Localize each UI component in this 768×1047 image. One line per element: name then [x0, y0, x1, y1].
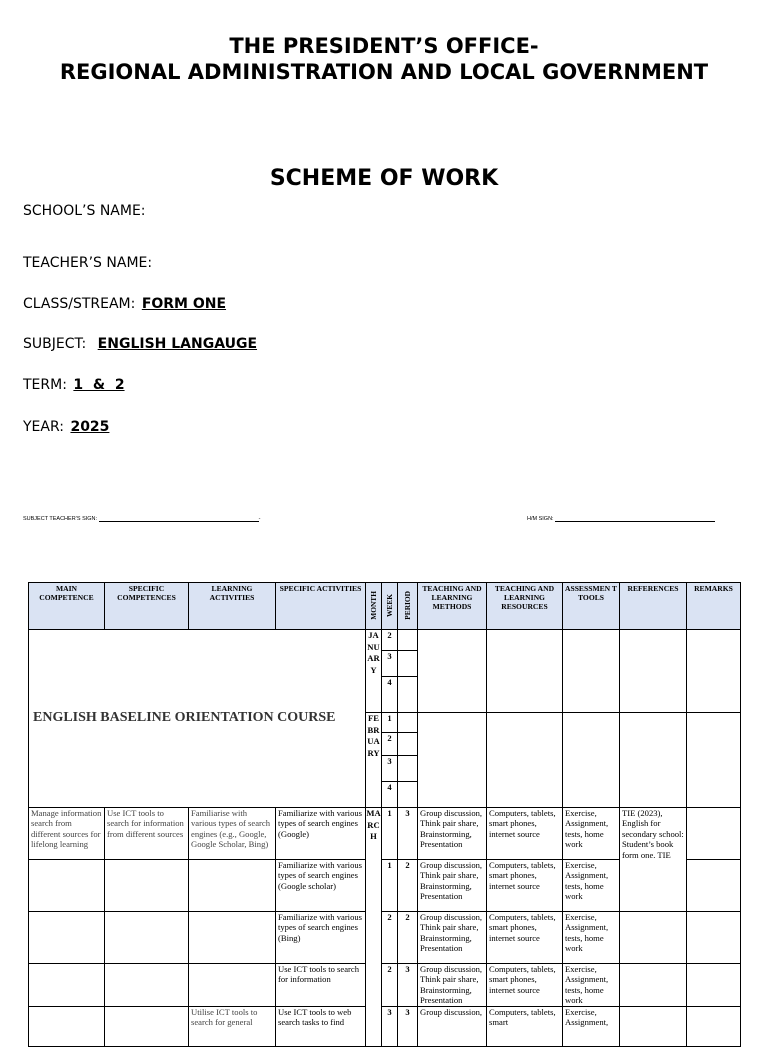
header-month	[366, 583, 382, 630]
week-cell: 2	[382, 733, 398, 756]
resources-cell: Computers, tablets, smart phones, internet source	[487, 912, 563, 964]
subject-field	[23, 336, 257, 352]
specific-activity-cell: Familiarize with various types of search engines (Bing)	[276, 912, 366, 964]
period-cell: 3	[398, 1006, 418, 1046]
header-period	[398, 583, 418, 630]
specific-activity-cell: Familiarize with various types of search engines (Google scholar)	[276, 860, 366, 912]
references-cell	[620, 1006, 687, 1046]
resources-cell: Computers, tablets, smart	[487, 1006, 563, 1046]
month-march: MARCH	[366, 808, 382, 1047]
methods-cell: Group discussion,	[418, 1006, 487, 1046]
term-value: 1 & 2	[73, 377, 125, 393]
assessment-cell	[563, 713, 620, 808]
week-cell: 4	[382, 782, 398, 808]
main-competence-cell	[29, 860, 105, 912]
assessment-cell: Exercise, Assignment, tests, home work	[563, 860, 620, 912]
hm-sign-blank	[555, 521, 715, 522]
table-row	[29, 912, 741, 964]
week-cell: 1	[382, 808, 398, 860]
remarks-cell	[687, 808, 741, 860]
resources-cell: Computers, tablets, smart phones, internet source	[487, 860, 563, 912]
month-january: JANUARY	[366, 630, 382, 713]
main-competence-cell	[29, 912, 105, 964]
remarks-cell	[687, 630, 741, 713]
methods-cell	[418, 630, 487, 713]
period-cell: 2	[398, 912, 418, 964]
hm-sign-line	[527, 516, 715, 522]
title-line-1: THE PRESIDENT’S OFFICE-	[229, 34, 539, 58]
learning-activity-cell	[189, 964, 276, 1007]
year-value: 2025	[70, 419, 110, 435]
period-cell	[398, 677, 418, 713]
hm-sign-label: H/M SIGN:	[527, 516, 554, 522]
resources-cell	[487, 713, 563, 808]
remarks-cell	[687, 860, 741, 912]
specific-competence-cell	[105, 912, 189, 964]
teacher-sign-line	[23, 516, 260, 522]
period-cell	[398, 713, 418, 733]
specific-competence-cell	[105, 860, 189, 912]
learning-activity-cell	[189, 912, 276, 964]
period-cell	[398, 756, 418, 782]
remarks-cell	[687, 713, 741, 808]
header-learning-activities: LEARNING ACTIVITIES	[189, 583, 276, 630]
assessment-cell	[563, 630, 620, 713]
remarks-cell	[687, 912, 741, 964]
references-cell	[620, 713, 687, 808]
baseline-course: ENGLISH BASELINE ORIENTATION COURSE	[29, 630, 366, 808]
header-teaching-methods: TEACHING AND LEARNING METHODS	[418, 583, 487, 630]
table-row	[29, 630, 741, 651]
week-cell: 3	[382, 1006, 398, 1046]
period-cell: 3	[398, 808, 418, 860]
main-competence-cell	[29, 964, 105, 1007]
scheme-title: SCHEME OF WORK	[269, 166, 499, 191]
specific-activity-cell: Use ICT tools to search for information	[276, 964, 366, 1007]
specific-competence-cell	[105, 964, 189, 1007]
scheme-table	[28, 582, 741, 1047]
remarks-cell	[687, 1006, 741, 1046]
specific-competence-cell: Use ICT tools to search for information from different sources	[105, 808, 189, 860]
assessment-cell: Exercise, Assignment, tests, home work	[563, 964, 620, 1007]
resources-cell: Computers, tablets, smart phones, internet source	[487, 808, 563, 860]
week-cell: 2	[382, 912, 398, 964]
header-week-text: WEEK	[385, 593, 394, 617]
week-cell: 4	[382, 677, 398, 713]
period-cell: 2	[398, 860, 418, 912]
header-week	[382, 583, 398, 630]
table-row	[29, 808, 741, 860]
subject-label: SUBJECT:	[23, 336, 87, 352]
table-header-row	[29, 583, 741, 630]
period-cell	[398, 733, 418, 756]
specific-activity-cell: Use ICT tools to web search tasks to find	[276, 1006, 366, 1046]
teacher-name-field	[23, 255, 152, 271]
learning-activity-cell: Utilise ICT tools to search for general	[189, 1006, 276, 1046]
header-specific-competences: SPECIFIC COMPETENCES	[105, 583, 189, 630]
references-cell	[620, 964, 687, 1007]
methods-cell: Group discussion, Think pair share, Brainstorming, Presentation	[418, 860, 487, 912]
week-cell: 1	[382, 713, 398, 733]
teacher-sign-blank	[99, 521, 259, 522]
header-specific-activities: SPECIFIC ACTIVITIES	[276, 583, 366, 630]
resources-cell: Computers, tablets, smart phones, internet source	[487, 964, 563, 1007]
remarks-cell	[687, 964, 741, 1007]
header-period-text: PERIOD	[403, 590, 412, 620]
header-teaching-resources: TEACHING AND LEARNING RESOURCES	[487, 583, 563, 630]
main-competence-cell: Manage information search from different sources for lifelong learning	[29, 808, 105, 860]
header-remarks: REMARKS	[687, 583, 741, 630]
header-assessment-tools: ASSESSMEN T TOOLS	[563, 583, 620, 630]
subject-value: ENGLISH LANGAUGE	[97, 336, 258, 352]
week-cell: 1	[382, 860, 398, 912]
week-cell: 3	[382, 756, 398, 782]
methods-cell: Group discussion, Think pair share, Brainstorming, Presentation	[418, 912, 487, 964]
resources-cell	[487, 630, 563, 713]
learning-activity-cell: Familiarise with various types of search engines (e.g., Google, Google Scholar, Bing)	[189, 808, 276, 860]
learning-activity-cell	[189, 860, 276, 912]
assessment-cell: Exercise, Assignment, tests, home work	[563, 912, 620, 964]
teacher-sign-label: SUBJECT TEACHER’S SIGN:	[23, 516, 98, 522]
methods-cell	[418, 713, 487, 808]
table-row	[29, 1006, 741, 1046]
references-cell	[620, 630, 687, 713]
references-cell: TIE (2023), English for secondary school: Student’s book form one. TIE	[620, 808, 687, 912]
period-cell: 3	[398, 964, 418, 1007]
school-name-field	[23, 203, 146, 219]
year-field	[23, 419, 109, 435]
week-cell: 3	[382, 651, 398, 677]
week-cell: 2	[382, 964, 398, 1007]
month-february: FEBRUARY	[366, 713, 382, 808]
methods-cell: Group discussion, Think pair share, Brainstorming, Presentation	[418, 964, 487, 1007]
header-references: REFERENCES	[620, 583, 687, 630]
header-month-text: MONTH	[369, 590, 378, 620]
title-line-2: REGIONAL ADMINISTRATION AND LOCAL GOVERNMENT	[59, 60, 709, 84]
class-stream-field	[23, 296, 226, 312]
term-label: TERM:	[23, 377, 67, 393]
week-cell: 2	[382, 630, 398, 651]
references-cell	[620, 912, 687, 964]
teacher-sign-dash: -	[258, 516, 261, 522]
school-name-label: SCHOOL’S NAME:	[23, 203, 146, 219]
table-row	[29, 964, 741, 1007]
year-label: YEAR:	[23, 419, 64, 435]
class-stream-value: FORM ONE	[141, 296, 227, 312]
teacher-name-label: TEACHER’S NAME:	[23, 255, 153, 271]
assessment-cell: Exercise, Assignment,	[563, 1006, 620, 1046]
header-main-competence: MAIN COMPETENCE	[29, 583, 105, 630]
methods-cell: Group discussion, Think pair share, Brainstorming, Presentation	[418, 808, 487, 860]
term-field	[23, 377, 125, 393]
specific-competence-cell	[105, 1006, 189, 1046]
main-competence-cell	[29, 1006, 105, 1046]
period-cell	[398, 782, 418, 808]
assessment-cell: Exercise, Assignment, tests, home work	[563, 808, 620, 860]
period-cell	[398, 630, 418, 651]
period-cell	[398, 651, 418, 677]
specific-activity-cell: Familiarize with various types of search engines (Google)	[276, 808, 366, 860]
class-stream-label: CLASS/STREAM:	[23, 296, 136, 312]
